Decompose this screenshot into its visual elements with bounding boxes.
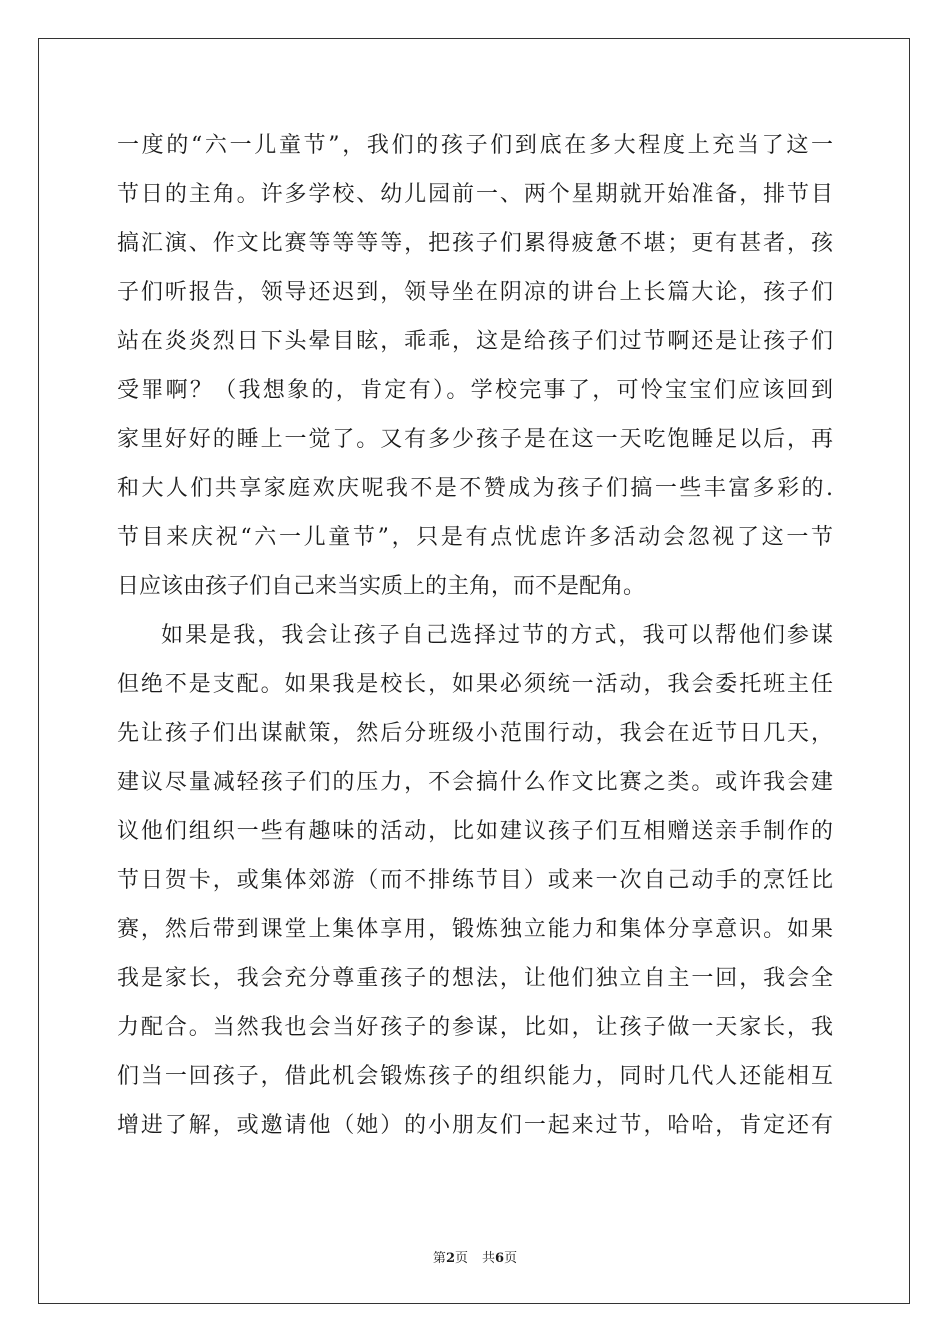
- text-line: 议他们组织一些有趣味的活动，比如建议孩子们互相赠送亲手制作的: [117, 819, 833, 844]
- text-line: 家里好好的睡上一觉了。又有多少孩子是在这一天吃饱睡足以后，再: [117, 427, 833, 452]
- text-line: 建议尽量减轻孩子们的压力，不会搞什么作文比赛之类。或许我会建: [117, 770, 833, 795]
- text-line: 如果是我，我会让孩子自己选择过节的方式，我可以帮他们参谋: [161, 623, 833, 648]
- text-line: 我是家长，我会充分尊重孩子的想法，让他们独立自主一回，我会全: [117, 966, 833, 991]
- text-line: 搞汇演、作文比赛等等等等，把孩子们累得疲惫不堪；更有甚者，孩: [117, 231, 833, 256]
- text-line: 但绝不是支配。如果我是校长，如果必须统一活动，我会委托班主任: [117, 672, 833, 697]
- paragraph-1: [117, 121, 833, 611]
- page-number: 第2页: [432, 1251, 468, 1266]
- page-total: 共6页: [482, 1251, 518, 1266]
- text-line: 赛，然后带到课堂上集体享用，锻炼独立能力和集体分享意识。如果: [117, 917, 833, 942]
- text-line: 日应该由孩子们自己来当实质上的主角，而不是配角。: [117, 574, 646, 599]
- text-line: 节目来庆祝“六一儿童节”，只是有点忧虑许多活动会忽视了这一节: [117, 525, 833, 550]
- text-line: 和大人们共享家庭欢庆呢我不是不赞成为孩子们搞一些丰富多彩的.: [117, 476, 833, 501]
- paragraph-2: [117, 611, 833, 1150]
- text-line: 节日的主角。许多学校、幼儿园前一、两个星期就开始准备，排节目: [117, 182, 833, 207]
- text-line: 受罪啊？（我想象的，肯定有）。学校完事了，可怜宝宝们应该回到: [117, 378, 833, 403]
- text-line: 子们听报告，领导还迟到，领导坐在阴凉的讲台上长篇大论，孩子们: [117, 280, 833, 305]
- text-line: 节日贺卡，或集体郊游（而不排练节目）或来一次自己动手的烹饪比: [117, 868, 833, 893]
- text-line: 一度的“六一儿童节”，我们的孩子们到底在多大程度上充当了这一: [117, 133, 833, 158]
- text-line: 站在炎炎烈日下头晕目眩，乖乖，这是给孩子们过节啊还是让孩子们: [117, 329, 833, 354]
- document-body: [117, 121, 833, 1150]
- page-footer: [0, 1247, 950, 1266]
- text-line: 增进了解，或邀请他（她）的小朋友们一起来过节，哈哈，肯定还有: [117, 1113, 833, 1138]
- text-line: 力配合。当然我也会当好孩子的参谋，比如，让孩子做一天家长，我: [117, 1015, 833, 1040]
- text-line: 们当一回孩子，借此机会锻炼孩子的组织能力，同时几代人还能相互: [117, 1064, 833, 1089]
- text-line: 先让孩子们出谋献策，然后分班级小范围行动，我会在近节日几天，: [117, 721, 833, 746]
